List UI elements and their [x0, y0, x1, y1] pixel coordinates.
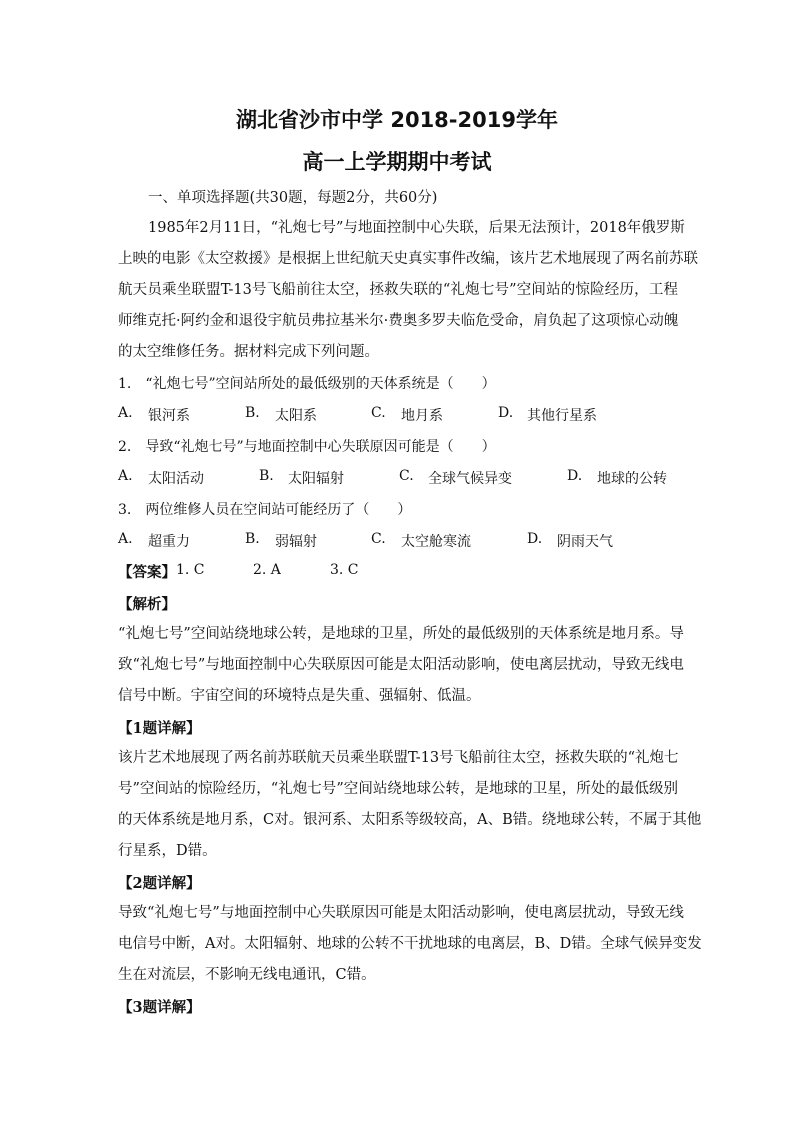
detail-line: 导致“礼炮七号”与地面控制中心失联原因可能是太阳活动影响，使电离层扰动，导致无线	[118, 905, 684, 921]
analysis-line: “礼炮七号”空间站绕地球公转，是地球的卫星，所处的最低级别的天体系统是地月系。导	[118, 626, 684, 642]
question-stem: 3. 两位维修人员在空间站可能经历了（ ）	[118, 502, 412, 518]
question-stem: 2. 导致“礼炮七号”与地面控制中心失联原因可能是（ ）	[118, 439, 496, 455]
detail-line: 的天体系统是地月系，C对。银河系、太阳系等级较高，A、B错。绕地球公转，不属于其他	[118, 812, 702, 828]
option-letter: A.	[118, 468, 133, 484]
option-letter: B.	[245, 531, 260, 547]
option-text: 太阳辐射	[288, 471, 344, 487]
detail-line: 行星系，D错。	[118, 843, 217, 859]
analysis-label: 【解析】	[118, 596, 176, 613]
detail-3-label: 【3题详解】	[118, 999, 201, 1016]
option-letter: D.	[527, 531, 543, 547]
analysis-line: 致“礼炮七号”与地面控制中心失联原因可能是太阳活动影响，使电离层扰动，导致无线电	[118, 657, 684, 673]
option-letter: D.	[498, 405, 514, 421]
option-text: 地球的公转	[597, 471, 667, 487]
section-heading: 一、单项选择题(共30题，每题2分，共60分)	[148, 190, 438, 206]
question-stem: 1. “礼炮七号”空间站所处的最低级别的天体系统是（ ）	[118, 376, 496, 392]
detail-line: 生在对流层，不影响无线电通讯，C错。	[118, 967, 376, 983]
passage-line: 师维克托·阿约金和退役宇航员弗拉基米尔·费奥多罗夫临危受命，肩负起了这项惊心动魄	[118, 313, 679, 329]
option-text: 太空舱寒流	[401, 534, 471, 550]
option-text: 地月系	[401, 408, 443, 424]
option-text: 太阳活动	[148, 471, 204, 487]
detail-line: 该片艺术地展现了两名前苏联航天员乘坐联盟T-13号飞船前往太空，拯救失联的“礼炮七	[118, 750, 679, 766]
page-subtitle: 高一上学期期中考试	[302, 150, 492, 174]
option-text: 弱辐射	[275, 534, 317, 550]
option-letter: C.	[399, 468, 414, 484]
analysis-line: 信号中断。宇宙空间的环境特点是失重、强辐射、低温。	[118, 688, 481, 704]
page-title: 湖北省沙市中学 2018-2019学年	[236, 108, 558, 132]
option-letter: D.	[567, 468, 583, 484]
detail-line: 号”空间站的惊险经历，“礼炮七号”空间站绕地球公转，是地球的卫星，所处的最低级别	[118, 781, 678, 797]
option-letter: A.	[118, 531, 133, 547]
passage-line: 1985年2月11日，“礼炮七号”与地面控制中心失联，后果无法预计，2018年俄罗斯	[148, 220, 685, 236]
option-letter: A.	[118, 405, 133, 421]
answer-label: 【答案】	[118, 564, 176, 581]
answer-item: 3. C	[330, 562, 359, 578]
detail-1-label: 【1题详解】	[118, 720, 201, 737]
passage-line: 的太空维修任务。据材料完成下列问题。	[118, 344, 379, 360]
answer-item: 1. C	[176, 562, 205, 578]
passage-line: 航天员乘坐联盟T-13号飞船前往太空，拯救失联的“礼炮七号”空间站的惊险经历，工程	[118, 282, 678, 298]
detail-line: 电信号中断，A对。太阳辐射、地球的公转不干扰地球的电离层，B、D错。全球气候异变发	[118, 936, 702, 952]
option-text: 银河系	[148, 408, 190, 424]
option-text: 其他行星系	[527, 408, 597, 424]
option-letter: C.	[371, 405, 386, 421]
option-letter: B.	[259, 468, 274, 484]
option-text: 超重力	[148, 534, 190, 550]
passage-line: 上映的电影《太空救援》是根据上世纪航天史真实事件改编，该片艺术地展现了两名前苏联	[118, 251, 698, 267]
option-letter: B.	[245, 405, 260, 421]
option-text: 太阳系	[275, 408, 317, 424]
option-text: 全球气候异变	[428, 471, 512, 487]
detail-2-label: 【2题详解】	[118, 875, 201, 892]
answer-item: 2. A	[253, 562, 281, 578]
option-letter: C.	[371, 531, 386, 547]
option-text: 阴雨天气	[557, 534, 613, 550]
